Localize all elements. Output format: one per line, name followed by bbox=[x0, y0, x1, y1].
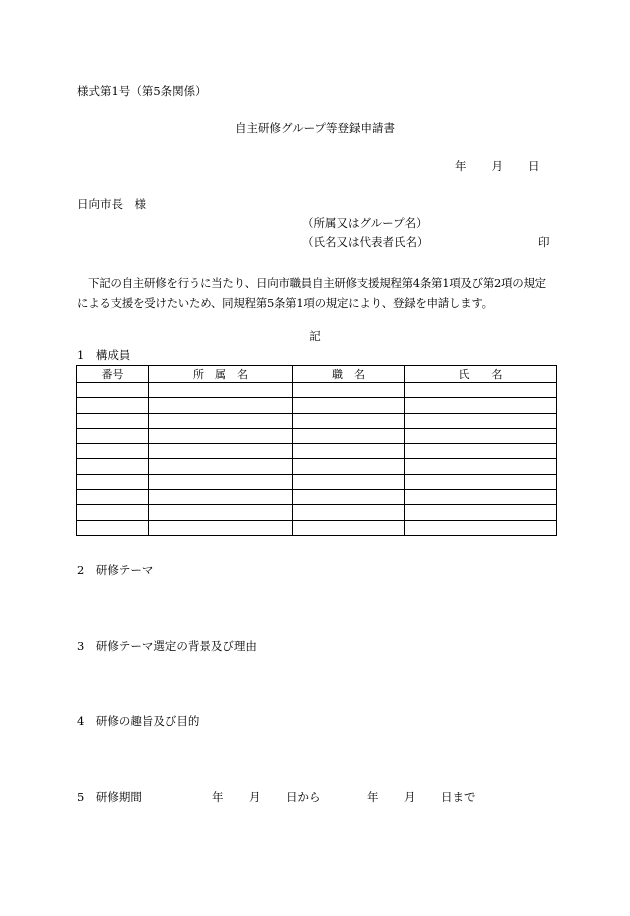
member-number-cell[interactable] bbox=[77, 383, 149, 398]
table-row bbox=[77, 490, 557, 505]
member-position-cell[interactable] bbox=[293, 444, 405, 459]
form-number: 様式第1号（第5条関係） bbox=[77, 84, 207, 98]
member-name-cell[interactable] bbox=[405, 505, 557, 520]
member-position-cell[interactable] bbox=[293, 505, 405, 520]
member-affiliation-cell[interactable] bbox=[149, 444, 293, 459]
header-position: 職 名 bbox=[293, 366, 405, 383]
member-affiliation-cell[interactable] bbox=[149, 428, 293, 443]
member-position-cell[interactable] bbox=[293, 383, 405, 398]
member-name-cell[interactable] bbox=[405, 490, 557, 505]
member-position-cell[interactable] bbox=[293, 459, 405, 474]
table-row bbox=[77, 505, 557, 520]
table-row bbox=[77, 444, 557, 459]
section-background-heading: 3 研修テーマ選定の背景及び理由 bbox=[77, 639, 257, 653]
member-affiliation-cell[interactable] bbox=[149, 398, 293, 413]
member-number-cell[interactable] bbox=[77, 413, 149, 428]
affiliation-label: （所属又はグループ名） bbox=[302, 216, 428, 230]
member-affiliation-cell[interactable] bbox=[149, 413, 293, 428]
section-theme-heading: 2 研修テーマ bbox=[77, 563, 154, 577]
period-from-year: 年 bbox=[212, 790, 224, 804]
table-row bbox=[77, 383, 557, 398]
header-name: 氏 名 bbox=[405, 366, 557, 383]
header-number: 番号 bbox=[77, 366, 149, 383]
table-row bbox=[77, 428, 557, 443]
addressee: 日向市長 様 bbox=[77, 197, 146, 211]
members-table-header-row bbox=[77, 366, 557, 383]
date-year-label: 年 bbox=[455, 159, 467, 173]
table-row bbox=[77, 520, 557, 535]
member-number-cell[interactable] bbox=[77, 398, 149, 413]
member-name-cell[interactable] bbox=[405, 413, 557, 428]
member-number-cell[interactable] bbox=[77, 490, 149, 505]
member-position-cell[interactable] bbox=[293, 490, 405, 505]
member-name-cell[interactable] bbox=[405, 383, 557, 398]
period-from-day: 日から bbox=[286, 790, 321, 804]
table-row bbox=[77, 398, 557, 413]
period-to-day: 日まで bbox=[441, 790, 476, 804]
ki-heading: 記 bbox=[309, 329, 321, 343]
member-affiliation-cell[interactable] bbox=[149, 474, 293, 489]
member-number-cell[interactable] bbox=[77, 474, 149, 489]
date-line bbox=[455, 161, 540, 173]
member-name-cell[interactable] bbox=[405, 474, 557, 489]
section-members-heading: 1 構成員 bbox=[77, 348, 131, 362]
period-from-month: 月 bbox=[249, 790, 261, 804]
member-name-cell[interactable] bbox=[405, 520, 557, 535]
member-number-cell[interactable] bbox=[77, 428, 149, 443]
member-name-cell[interactable] bbox=[405, 428, 557, 443]
table-row bbox=[77, 459, 557, 474]
member-name-cell[interactable] bbox=[405, 444, 557, 459]
date-month-label: 月 bbox=[491, 159, 503, 173]
member-affiliation-cell[interactable] bbox=[149, 490, 293, 505]
member-position-cell[interactable] bbox=[293, 398, 405, 413]
period-to-month: 月 bbox=[404, 790, 416, 804]
document-title: 自主研修グループ等登録申請書 bbox=[234, 121, 396, 135]
member-affiliation-cell[interactable] bbox=[149, 505, 293, 520]
header-affiliation: 所 属 名 bbox=[149, 366, 293, 383]
member-affiliation-cell[interactable] bbox=[149, 520, 293, 535]
member-number-cell[interactable] bbox=[77, 505, 149, 520]
member-position-cell[interactable] bbox=[293, 474, 405, 489]
member-number-cell[interactable] bbox=[77, 459, 149, 474]
representative-name-label: （氏名又は代表者氏名） bbox=[302, 235, 429, 249]
member-number-cell[interactable] bbox=[77, 444, 149, 459]
seal-mark: 印 bbox=[538, 235, 550, 249]
member-affiliation-cell[interactable] bbox=[149, 383, 293, 398]
member-name-cell[interactable] bbox=[405, 459, 557, 474]
member-name-cell[interactable] bbox=[405, 398, 557, 413]
table-row bbox=[77, 413, 557, 428]
member-number-cell[interactable] bbox=[77, 520, 149, 535]
section-period-heading: 5 研修期間 bbox=[77, 790, 142, 804]
members-table bbox=[76, 365, 557, 536]
member-affiliation-cell[interactable] bbox=[149, 459, 293, 474]
member-position-cell[interactable] bbox=[293, 428, 405, 443]
application-statement: 下記の自主研修を行うに当たり、日向市職員自主研修支援規程第4条第1項及び第2項の規定による支援を受けたいため、同規程第5条第1項の規定により、登録を申請します。 bbox=[77, 276, 546, 310]
member-position-cell[interactable] bbox=[293, 520, 405, 535]
member-position-cell[interactable] bbox=[293, 413, 405, 428]
period-to-year: 年 bbox=[367, 790, 379, 804]
section-purpose-heading: 4 研修の趣旨及び目的 bbox=[77, 714, 200, 728]
table-row bbox=[77, 474, 557, 489]
date-day-label: 日 bbox=[528, 159, 540, 173]
